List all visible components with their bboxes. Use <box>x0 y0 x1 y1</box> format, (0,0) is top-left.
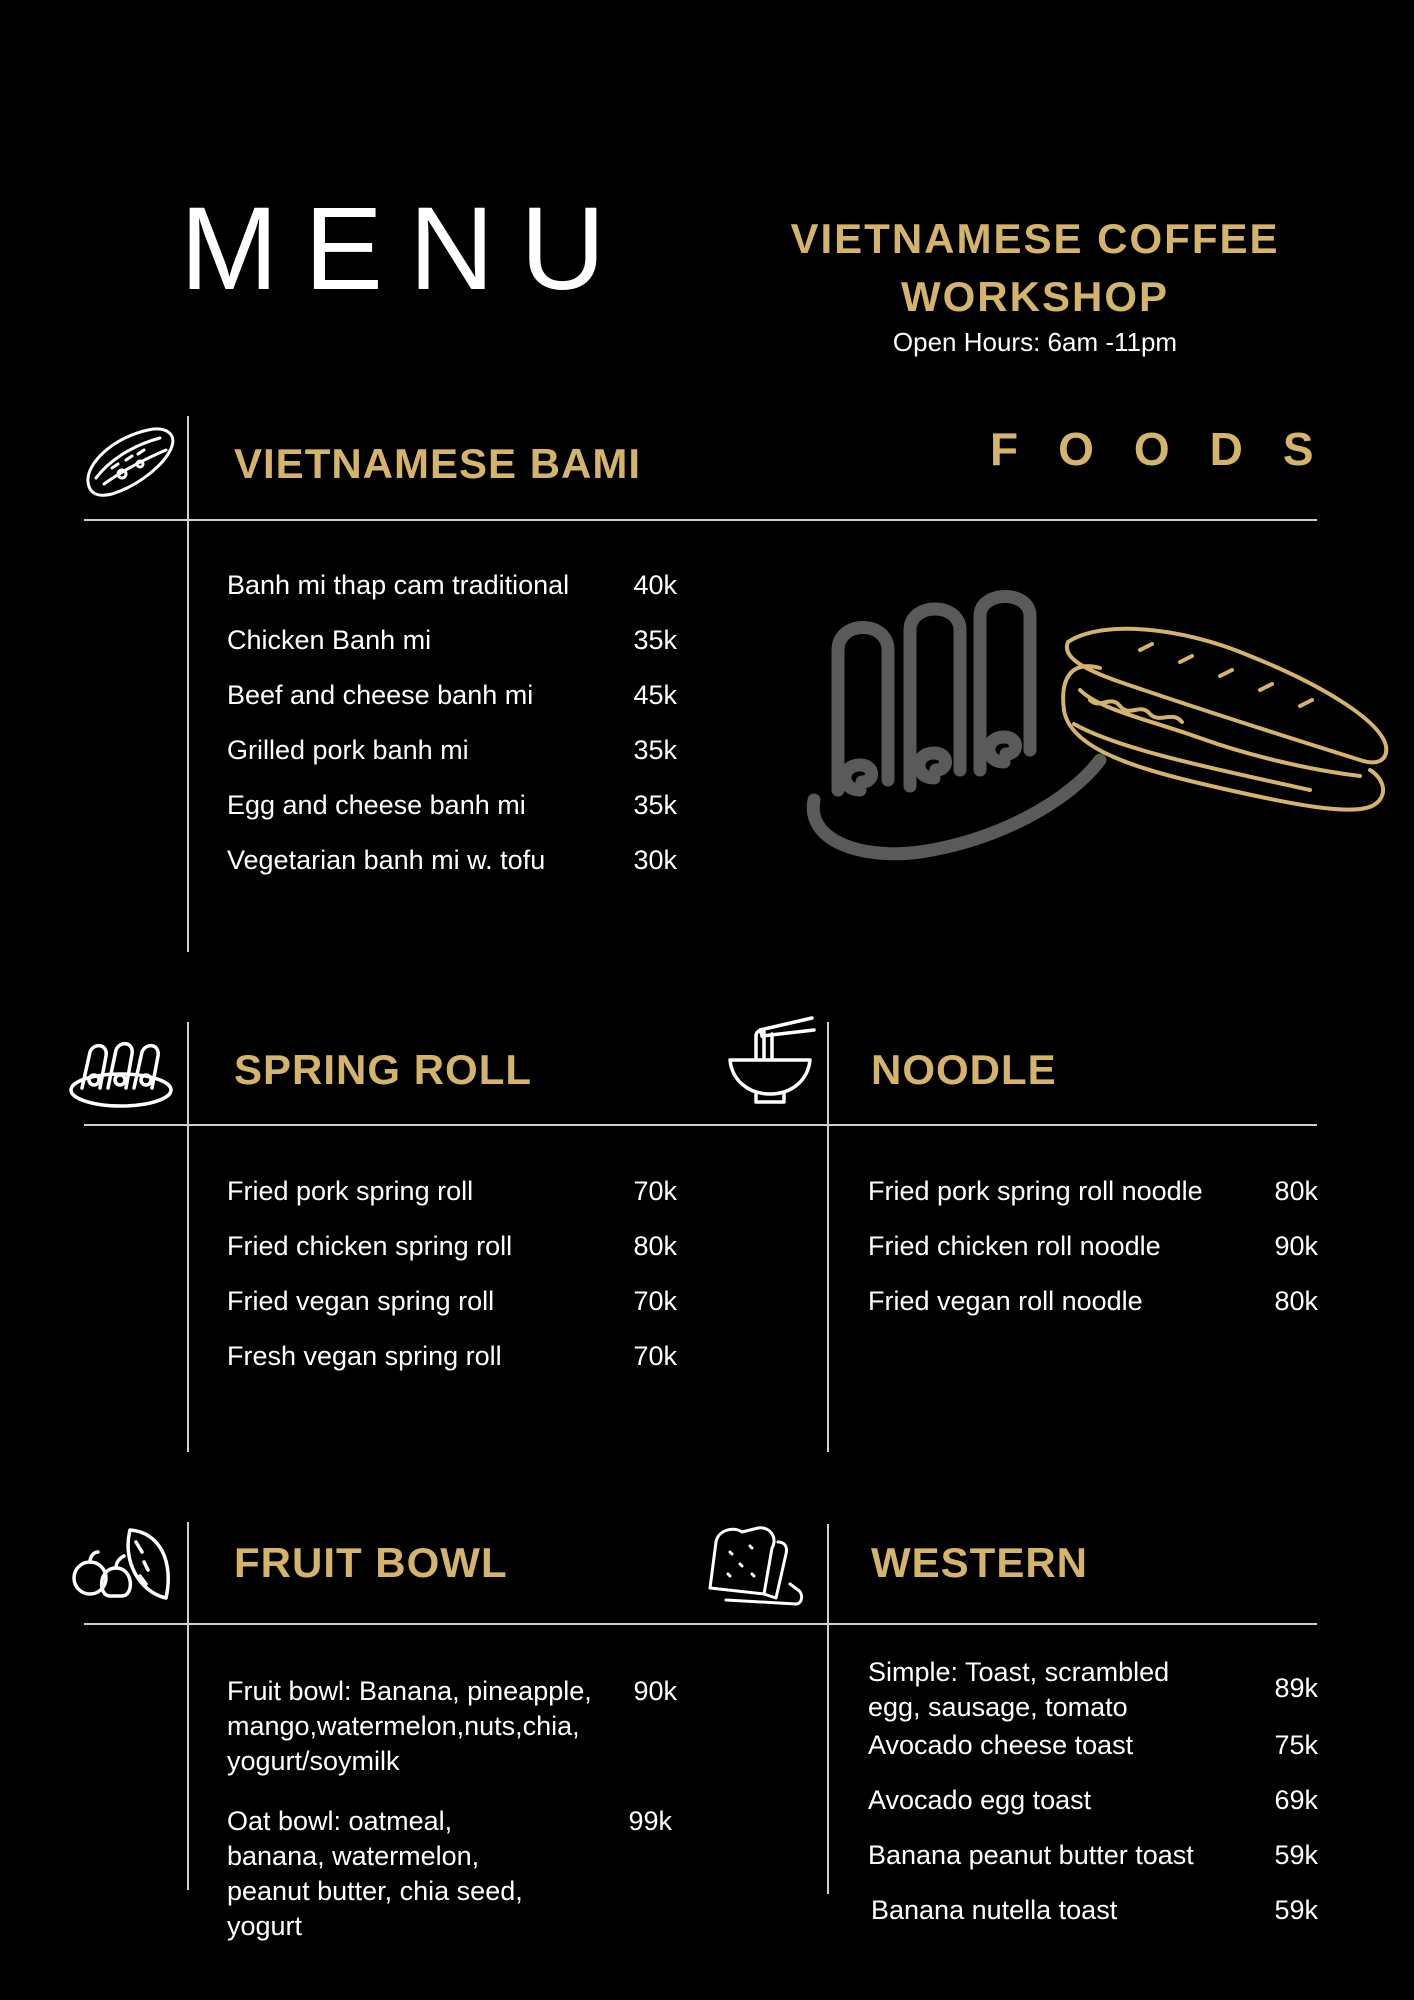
bami-horizontal-divider <box>84 519 1317 521</box>
foods-label: FOODS <box>990 423 1354 475</box>
bottom-horizontal-divider <box>84 1623 1317 1625</box>
list-item <box>868 1655 1318 1730</box>
item-price: 35k <box>633 735 677 765</box>
item-price: 69k <box>1274 1785 1318 1815</box>
item-name: Banana nutella toast <box>871 1895 1118 1925</box>
item-price: 35k <box>633 625 677 655</box>
banh-mi-illustration <box>1060 620 1390 820</box>
item-price: 90k <box>1274 1231 1318 1261</box>
list-item <box>868 1730 1318 1770</box>
bami-title: VIETNAMESE BAMI <box>234 440 642 487</box>
item-name: Fried vegan roll noodle <box>868 1286 1143 1316</box>
list-item <box>227 625 677 665</box>
item-price: 70k <box>633 1176 677 1206</box>
menu-title: MENU <box>180 183 632 315</box>
list-item <box>227 1231 677 1271</box>
item-name: Fried pork spring roll noodle <box>868 1176 1203 1206</box>
list-item <box>227 1341 677 1381</box>
spring-roll-vertical-divider <box>187 1022 189 1452</box>
fruit-icon <box>70 1522 174 1602</box>
spring-roll-title: SPRING ROLL <box>234 1046 533 1093</box>
item-price: 30k <box>633 845 677 875</box>
item-price: 89k <box>1274 1673 1318 1703</box>
noodle-title: NOODLE <box>871 1046 1057 1093</box>
item-name: Fruit bowl: Banana, pineapple, mango,watermelon,nuts,chia, yogurt/soymilk <box>227 1676 592 1776</box>
item-name: Beef and cheese banh mi <box>227 680 534 710</box>
item-price: 40k <box>633 570 677 600</box>
noodle-bowl-icon <box>726 1014 818 1106</box>
list-item <box>868 1840 1318 1880</box>
item-price: 80k <box>1274 1176 1318 1206</box>
item-name: Avocado egg toast <box>868 1785 1092 1815</box>
item-price: 75k <box>1274 1730 1318 1760</box>
list-item <box>868 1176 1318 1216</box>
shop-name: VIETNAMESE COFFEE WORKSHOP <box>790 215 1280 320</box>
toast-icon <box>706 1524 806 1608</box>
open-hours: Open Hours: 6am -11pm <box>892 327 1178 357</box>
item-name: Banana peanut butter toast <box>868 1840 1194 1870</box>
item-price: 45k <box>633 680 677 710</box>
item-name: Grilled pork banh mi <box>227 735 469 765</box>
list-item <box>871 1895 1318 1935</box>
item-name: Egg and cheese banh mi <box>227 790 526 820</box>
item-name: Chicken Banh mi <box>227 625 432 655</box>
fruit-bowl-title: FRUIT BOWL <box>234 1539 508 1586</box>
list-item <box>227 1286 677 1326</box>
sandwich-icon <box>82 424 178 502</box>
list-item <box>227 1176 677 1216</box>
list-item <box>227 735 677 775</box>
item-price: 99k <box>628 1806 672 1836</box>
list-item <box>868 1286 1318 1326</box>
list-item <box>227 790 677 830</box>
bami-vertical-divider <box>187 416 189 952</box>
list-item <box>227 845 677 885</box>
item-price: 59k <box>1274 1895 1318 1925</box>
item-name: Fried vegan spring roll <box>227 1286 495 1316</box>
item-name: Oat bowl: oatmeal, banana, watermelon, peanut butter, chia seed, yogurt <box>227 1806 523 1941</box>
list-item <box>227 570 677 610</box>
item-price: 70k <box>633 1341 677 1371</box>
item-name: Fresh vegan spring roll <box>227 1341 502 1371</box>
item-price: 80k <box>1274 1286 1318 1316</box>
noodle-vertical-divider <box>827 1022 829 1452</box>
western-title: WESTERN <box>871 1539 1088 1586</box>
item-price: 90k <box>633 1676 677 1706</box>
item-price: 80k <box>633 1231 677 1261</box>
item-name: Simple: Toast, scrambled egg, sausage, tomato <box>868 1657 1170 1722</box>
item-price: 70k <box>633 1286 677 1316</box>
item-name: Vegetarian banh mi w. tofu <box>227 845 546 875</box>
western-vertical-divider <box>827 1524 829 1894</box>
fruit-bowl-vertical-divider <box>187 1522 189 1890</box>
item-name: Avocado cheese toast <box>868 1730 1134 1760</box>
middle-horizontal-divider <box>84 1124 1317 1126</box>
item-price: 35k <box>633 790 677 820</box>
item-name: Fried pork spring roll <box>227 1176 474 1206</box>
item-name: Banh mi thap cam traditional <box>227 570 570 600</box>
list-item <box>227 1674 677 1784</box>
list-item <box>227 680 677 720</box>
list-item <box>868 1785 1318 1825</box>
list-item <box>227 1804 677 1949</box>
list-item <box>868 1231 1318 1271</box>
spring-roll-icon <box>68 1038 174 1110</box>
item-name: Fried chicken spring roll <box>227 1231 513 1261</box>
item-name: Fried chicken roll noodle <box>868 1231 1161 1261</box>
item-price: 59k <box>1274 1840 1318 1870</box>
